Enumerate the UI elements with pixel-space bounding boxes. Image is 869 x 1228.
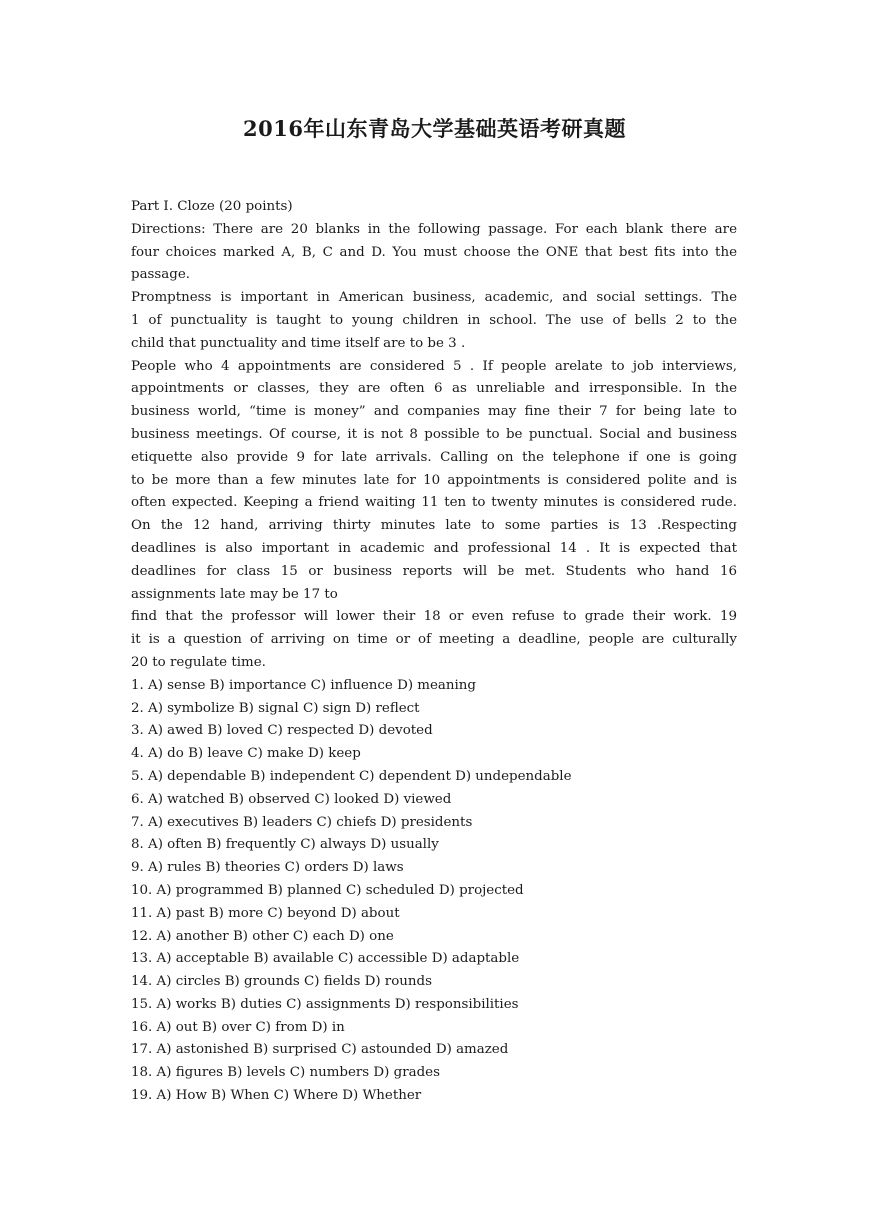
question-item: 5. A) dependable B) independent C) dependent D) undependable [131, 768, 572, 784]
question-item: 18. A) figures B) levels C) numbers D) grades [131, 1065, 440, 1081]
passage-line: deadlines is also important in academic and professional 14 . It is expected that [131, 540, 737, 556]
passage-line: it is a question of arriving on time or of meeting a deadline, people are culturally [131, 632, 737, 648]
directions-line: four choices marked A, B, C and D. You must choose the ONE that best fits into the [131, 244, 737, 260]
passage-line: child that punctuality and time itself are to be 3 . [131, 335, 466, 351]
passage-line: appointments or classes, they are often 6 as unreliable and irresponsible. In the [131, 381, 737, 397]
question-item: 11. A) past B) more C) beyond D) about [131, 905, 400, 921]
passage-line: etiquette also provide 9 for late arrivals. Calling on the telephone if one is going [131, 449, 737, 465]
question-item: 13. A) acceptable B) available C) accessible D) adaptable [131, 951, 520, 967]
question-item: 6. A) watched B) observed C) looked D) viewed [131, 791, 452, 807]
directions-line: Directions: There are 20 blanks in the following passage. For each blank there are [131, 221, 737, 237]
question-item: 2. A) symbolize B) signal C) sign D) reflect [131, 700, 420, 716]
passage-line: Promptness is important in American business, academic, and social settings. The [131, 290, 737, 306]
question-item: 10. A) programmed B) planned C) scheduled D) projected [131, 882, 524, 898]
passage-line: On the 12 hand, arriving thirty minutes late to some parties is 13 .Respecting [131, 518, 737, 534]
passage-line: find that the professor will lower their 18 or even refuse to grade their work. 19 [131, 609, 737, 625]
passage-line: 1 of punctuality is taught to young children in school. The use of bells 2 to the [131, 312, 737, 328]
question-list [131, 675, 737, 1108]
question-item: 3. A) awed B) loved C) respected D) devoted [131, 723, 433, 739]
document-title: 2016年山东青岛大学基础英语考研真题 [243, 116, 626, 141]
part-heading: Part I. Cloze (20 points) [131, 199, 293, 214]
passage-line: business meetings. Of course, it is not 8 possible to be punctual. Social and business [131, 426, 737, 442]
passage-line: business world, “time is money” and companies may fine their 7 for being late to [131, 404, 737, 420]
question-item: 15. A) works B) duties C) assignments D) responsibilities [131, 996, 519, 1012]
passage-line: People who 4 appointments are considered 5 . If people arelate to job interviews, [131, 358, 737, 374]
passage-line: deadlines for class 15 or business reports will be met. Students who hand 16 [131, 563, 737, 579]
question-item: 1. A) sense B) importance C) influence D) meaning [131, 677, 477, 693]
question-item: 19. A) How B) When C) Where D) Whether [131, 1088, 422, 1104]
cloze-passage [131, 287, 737, 675]
question-item: 17. A) astonished B) surprised C) astounded D) amazed [131, 1042, 509, 1058]
passage-line: to be more than a few minutes late for 10 appointments is considered polite and is [131, 472, 737, 488]
question-item: 12. A) another B) other C) each D) one [131, 928, 394, 944]
passage-line: often expected. Keeping a friend waiting 11 ten to twenty minutes is considered rude. [131, 495, 737, 511]
document-body [131, 196, 737, 1108]
question-item: 7. A) executives B) leaders C) chiefs D) presidents [131, 814, 473, 830]
passage-line: assignments late may be 17 to [131, 586, 338, 602]
question-item: 16. A) out B) over C) from D) in [131, 1019, 345, 1035]
question-item: 14. A) circles B) grounds C) fields D) rounds [131, 974, 432, 990]
directions [131, 219, 737, 287]
directions-line: passage. [131, 267, 191, 283]
question-item: 4. A) do B) leave C) make D) keep [131, 746, 361, 762]
passage-line: 20 to regulate time. [131, 654, 266, 670]
question-item: 9. A) rules B) theories C) orders D) laws [131, 860, 404, 876]
question-item: 8. A) often B) frequently C) always D) usually [131, 837, 439, 853]
